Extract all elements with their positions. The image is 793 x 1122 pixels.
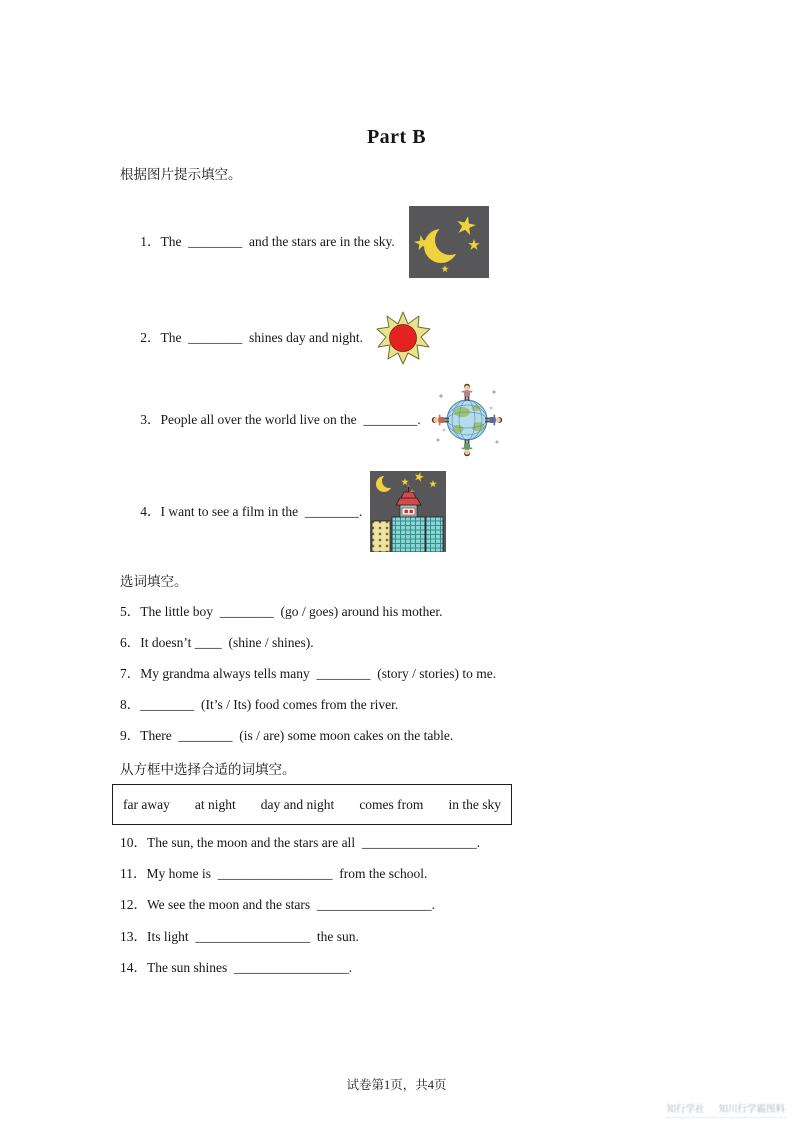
question-9-text: There ________ (is / are) some moon cakes on the table.	[140, 728, 454, 743]
question-8-text: ________ (It’s / Its) food comes from the river.	[140, 697, 399, 712]
question-2-row	[120, 309, 431, 367]
question-10-number: 10．	[120, 835, 147, 850]
question-11-row	[120, 866, 427, 882]
question-13-row	[120, 929, 359, 945]
watermark	[666, 1101, 785, 1118]
question-8-row	[120, 697, 398, 713]
moon-and-stars-image	[409, 206, 489, 278]
question-5-row	[120, 604, 442, 620]
word-box-item: day and night	[260, 796, 335, 812]
watermark-left-text: 知行学社	[666, 1104, 705, 1115]
question-6-text: It doesn’t ____ (shine / shines).	[140, 635, 314, 650]
question-5-number: 5．	[120, 604, 141, 619]
question-7-text: My grandma always tells many ________ (story / stories) to me.	[140, 666, 497, 681]
question-1-row	[120, 206, 489, 278]
sun-image	[376, 309, 431, 367]
question-14-number: 14．	[120, 960, 147, 975]
question-7-row	[120, 666, 496, 682]
page-footer: 试卷第1页，共4页	[346, 1078, 447, 1092]
section1-instruction: 根据图片提示填空。	[120, 167, 242, 182]
question-6-row	[120, 635, 314, 651]
question-8-number: 8．	[120, 697, 141, 712]
cinema-at-night-image	[370, 471, 446, 552]
word-box	[112, 784, 512, 825]
question-13-number: 13．	[120, 929, 147, 944]
question-14-text: The sun shines _________________.	[147, 960, 353, 975]
question-14-row	[120, 960, 352, 976]
question-3-row	[120, 382, 503, 457]
section2-instruction: 选词填空。	[120, 574, 188, 589]
word-box-item: in the sky	[448, 796, 501, 812]
question-13-text: Its light _________________ the sun.	[147, 929, 359, 944]
question-12-row	[120, 897, 435, 913]
question-5-text: The little boy ________ (go / goes) around his mother.	[140, 604, 443, 619]
word-box-item: comes from	[359, 796, 424, 812]
question-1-text: The ________ and the stars are in the sky.	[160, 234, 395, 249]
word-box-item: far away	[123, 796, 170, 812]
page-title: Part B	[366, 126, 427, 148]
question-4-text: I want to see a film in the ________.	[160, 503, 363, 519]
question-12-number: 12．	[120, 897, 147, 912]
question-4-row	[120, 471, 446, 552]
question-2-text: The ________ shines day and night.	[160, 330, 363, 345]
question-6-number: 6．	[120, 635, 141, 650]
question-3-text: People all over the world live on the ________.	[160, 411, 421, 427]
question-4-number: 4．	[140, 503, 161, 519]
question-1-number: 1．	[140, 234, 161, 249]
question-10-text: The sun, the moon and the stars are all _________________.	[147, 835, 480, 850]
question-10-row	[120, 835, 480, 851]
question-9-number: 9．	[120, 728, 141, 743]
question-9-row	[120, 728, 453, 744]
earth-with-people-image	[431, 382, 503, 457]
word-box-item: at night	[194, 796, 236, 812]
question-3-number: 3．	[140, 411, 161, 427]
section3-instruction: 从方框中选择合适的词填空。	[120, 762, 296, 777]
question-7-number: 7．	[120, 666, 141, 681]
question-11-text: My home is _________________ from the school.	[146, 866, 428, 881]
question-12-text: We see the moon and the stars _________________.	[147, 897, 435, 912]
question-11-number: 11．	[120, 866, 147, 881]
watermark-right-text: 知川行学霸图料	[718, 1104, 785, 1115]
question-2-number: 2．	[140, 330, 161, 345]
